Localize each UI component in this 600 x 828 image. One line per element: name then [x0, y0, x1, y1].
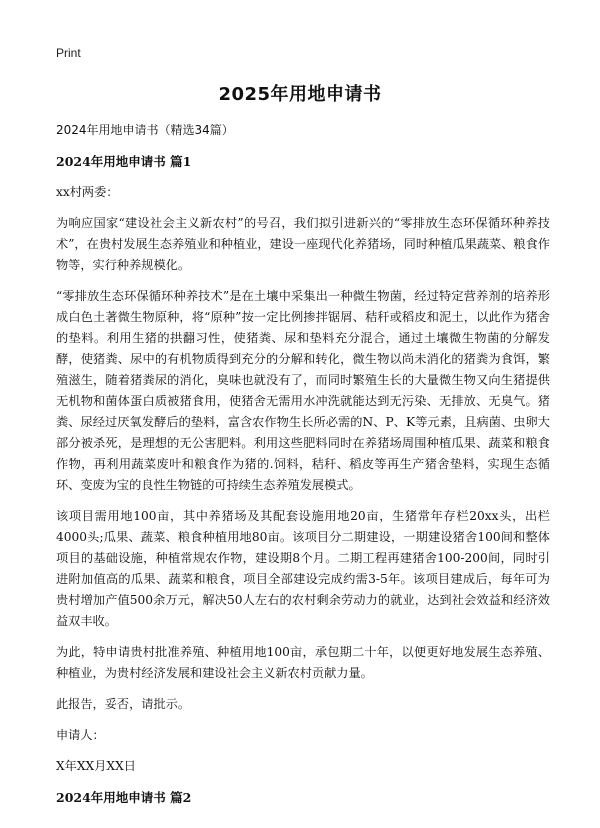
section-heading-2: 2024年用地申请书 篇2 [56, 790, 192, 805]
print-button[interactable]: Print [56, 46, 81, 60]
date-line: X年XX月XX日 [56, 759, 136, 773]
salutation: xx村两委： [56, 185, 119, 199]
document-body [56, 120, 550, 818]
paragraph-1: 为响应国家“建设社会主义新农村”的号召，我们拟引进新兴的“零排放生态环保循环种养技术”，在贵村发展生态养殖业和种植业，建设一座现代化养猪场，同时种植瓜果蔬菜、粮食作物等，实行种养规模化。 [56, 216, 550, 272]
page-title: 2025年用地申请书 [218, 84, 382, 105]
paragraph-3: 该项目需用地100亩，其中养猪场及其配套设施用地20亩，生猪常年存栏20xx头，出栏4000头;瓜果、蔬菜、粮食种植用地80亩。该项目分二期建设，一期建设猪舍100间和整体项目的基础设施，种植常规农作物，建设期8个月。二期工程再建猪舍100-200间，同时引进附加值高的瓜果、蔬菜和粮食，项目全部建设完成约需3-5年。该项目建成后，每年可为贵村增加产值500余万元，解决50人左右的农村剩余劳动力的就业，达到社会效益和经济效益双丰收。 [56, 509, 550, 628]
paragraph-4: 为此，特申请贵村批准养殖、种植用地100亩，承包期二十年，以便更好地发展生态养殖、种植业，为贵村经济发展和建设社会主义新农村贡献力量。 [56, 645, 550, 680]
applicant-label: 申请人： [56, 728, 105, 742]
paragraph-5: 此报告，妥否，请批示。 [56, 697, 191, 711]
paragraph-2: “零排放生态环保循环种养技术”是在土壤中采集出一种微生物菌，经过特定营养剂的培养形成白色土著微生物原种，将“原种”按一定比例掺拌锯屑、秸秆或稻皮和泥土，以此作为猪舍的垫料。利用生猪的拱翻习性，使猪粪、尿和垫料充分混合，通过土壤微生物菌的分解发酵，使猪粪、尿中的有机物质得到充分的分解和转化，微生物以尚未消化的猪粪为食饵，繁殖滋生，随着猪粪尿的消化，臭味也就没有了，而同时繁殖生长的大量微生物又向生猪提供无机物和菌体蛋白质被猪食用，使猪舍无需用水冲洗就能达到无污染、无排放、无臭气。猪粪、尿经过厌氧发酵后的垫料，富含农作物生长所必需的N、P、K等元素，且病菌、虫卵大部分被杀死，是理想的无公害肥料。利用这些肥料同时在养猪场周围种植瓜果、蔬菜和粮食作物，再利用蔬菜废叶和粮食作为猪的.饲料，秸秆、稻皮等再生产猪舍垫料，实现生态循环、变废为宝的良性生物链的可持续生态养殖发展模式。 [56, 289, 550, 492]
document-subtitle: 2024年用地申请书（精选34篇） [56, 123, 234, 137]
section-heading-1: 2024年用地申请书 篇1 [56, 154, 192, 169]
